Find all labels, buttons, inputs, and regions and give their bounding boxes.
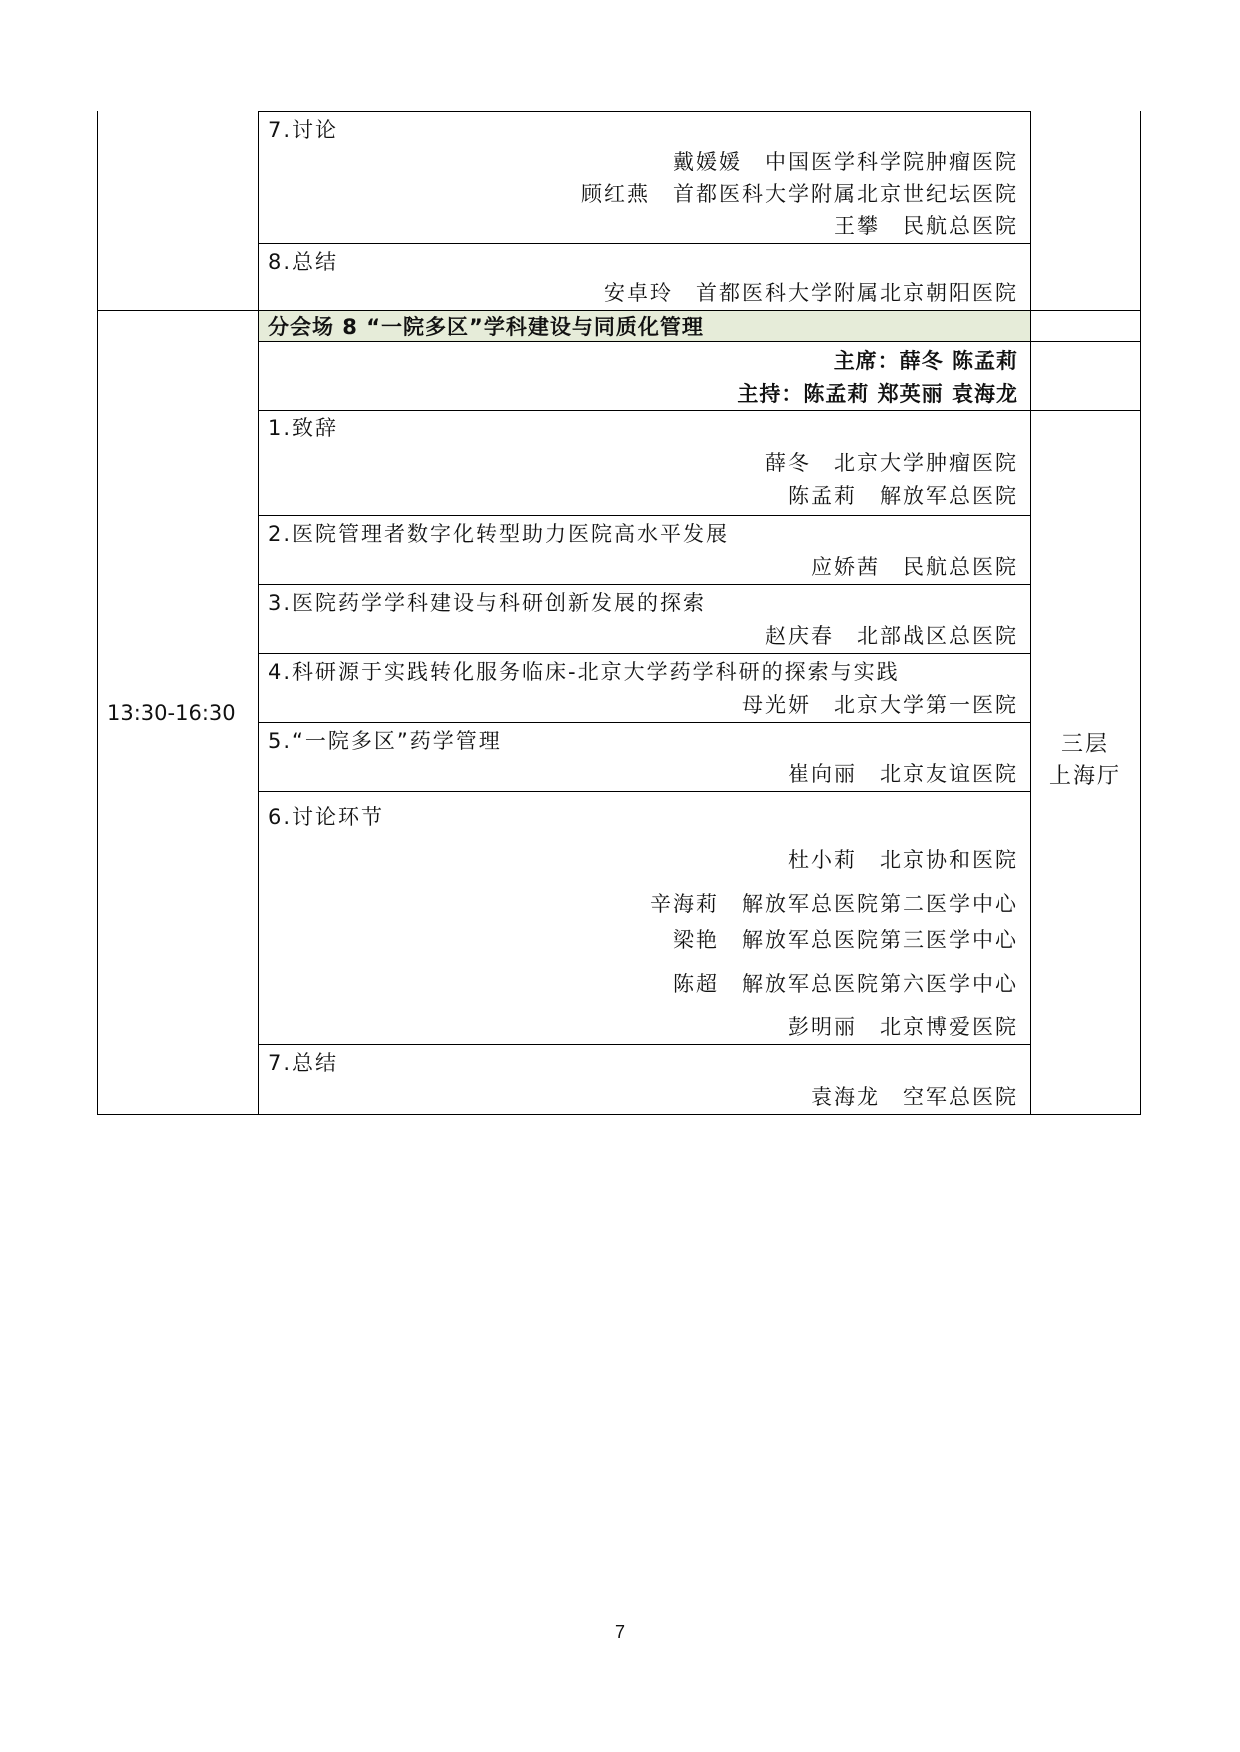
row-line — [258, 515, 1031, 516]
row-line — [258, 791, 1031, 792]
page-number: 7 — [614, 1622, 625, 1642]
row-line — [258, 584, 1031, 585]
speaker: 安卓玲 首都医科大学附属北京朝阳医院 — [604, 281, 1018, 305]
row-line-host-bottom — [258, 410, 1141, 411]
item-title: 3.医院药学学科建设与科研创新发展的探索 — [268, 591, 707, 615]
column-divider-2 — [1030, 111, 1031, 411]
speaker: 杜小莉 北京协和医院 — [788, 848, 1018, 872]
speaker: 崔向丽 北京友谊医院 — [788, 762, 1018, 786]
item-title: 2.医院管理者数字化转型助力医院高水平发展 — [268, 522, 730, 546]
speaker: 陈孟莉 解放军总医院 — [788, 484, 1018, 508]
table-border-left — [97, 111, 98, 1114]
row-line — [258, 1044, 1031, 1045]
item-title: 6.讨论环节 — [268, 805, 385, 829]
speaker: 王攀 民航总医院 — [834, 214, 1018, 238]
item-title: 5.“一院多区”药学管理 — [268, 729, 502, 753]
speaker: 赵庆春 北部战区总医院 — [765, 624, 1018, 648]
item-title: 8.总结 — [268, 250, 339, 274]
row-line — [258, 722, 1031, 723]
session-host: 主持：陈孟莉 郑英丽 袁海龙 — [737, 382, 1018, 406]
speaker: 梁艳 解放军总医院第三医学中心 — [673, 928, 1018, 952]
table-border-right — [1140, 111, 1141, 1114]
speaker: 薛冬 北京大学肿瘤医院 — [765, 451, 1018, 475]
session-chair: 主席：薛冬 陈孟莉 — [833, 349, 1018, 373]
session-time: 13:30-16:30 — [107, 701, 236, 725]
speaker: 陈超 解放军总医院第六医学中心 — [673, 972, 1018, 996]
speaker: 母光妍 北京大学第一医院 — [742, 693, 1018, 717]
speaker: 顾红燕 首都医科大学附属北京世纪坛医院 — [581, 182, 1018, 206]
speaker: 应娇茜 民航总医院 — [811, 555, 1018, 579]
venue-floor: 三层 — [1060, 732, 1109, 757]
venue-hall: 上海厅 — [1048, 764, 1121, 789]
row-line — [258, 653, 1031, 654]
item-title: 4.科研源于实践转化服务临床-北京大学药学科研的探索与实践 — [268, 660, 900, 684]
row-line-title-bottom — [258, 341, 1141, 342]
row-line-top — [258, 111, 1031, 112]
item-title: 1.致辞 — [268, 416, 339, 440]
item-title: 7.总结 — [268, 1051, 339, 1075]
row-line-session-top — [97, 310, 1141, 311]
column-divider-1 — [258, 111, 259, 1114]
speaker: 袁海龙 空军总医院 — [811, 1085, 1018, 1109]
row-line — [258, 243, 1031, 244]
table-border-bottom — [97, 1114, 1141, 1115]
item-title: 7.讨论 — [268, 118, 339, 142]
session-title: 分会场 8 “一院多区”学科建设与同质化管理 — [268, 315, 704, 339]
speaker: 戴媛媛 中国医学科学院肿瘤医院 — [673, 150, 1018, 174]
speaker: 彭明丽 北京博爱医院 — [788, 1015, 1018, 1039]
speaker: 辛海莉 解放军总医院第二医学中心 — [650, 892, 1018, 916]
